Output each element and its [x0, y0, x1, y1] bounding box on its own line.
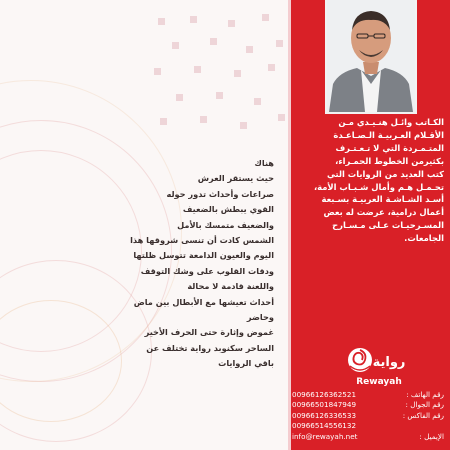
- blurb-line: وحاضر: [246, 312, 274, 323]
- blurb-line: القوي يبطش بالضعيف: [182, 204, 274, 215]
- bio-line: الجامعات.: [404, 233, 444, 244]
- phone-value: 00966126362521: [292, 390, 357, 399]
- contact-row: [292, 411, 444, 421]
- email-label: الإيميل :: [419, 431, 444, 441]
- contact-row: [292, 400, 444, 410]
- blurb-line: هناك: [254, 158, 274, 168]
- blurb-line: ودقات القلوب على وشك التوقف: [140, 265, 274, 276]
- bio-line: الأقـلام العـربيـة الـصـاعـدة: [333, 129, 444, 140]
- book-blurb: [90, 156, 274, 372]
- blurb-line: باقي الروايات: [218, 358, 274, 369]
- bio-line: بكثيرمن الخطوط الحمـراء،: [335, 155, 444, 166]
- author-photo: [327, 0, 415, 112]
- extra-number-value: 00966514556132: [292, 421, 357, 431]
- bio-line: المتـمـردة التي لا تـعـتـرف: [335, 142, 444, 153]
- bio-line: الكـاتب وائـل هنـيـدي مـن: [338, 117, 444, 127]
- phone-label: رقم الهاتف :: [406, 390, 444, 399]
- fax-label: رقم الفاكس :: [402, 410, 444, 420]
- author-bio: [292, 116, 444, 245]
- mobile-value: 00966501847949: [292, 400, 357, 410]
- fax-value: 00966126336533: [292, 410, 357, 420]
- bio-line: أعمال درامية، عرضت له بعض: [323, 207, 444, 218]
- blurb-line: الشمس كادت أن تنسى شروقها هذا: [130, 235, 274, 246]
- contact-row: [292, 432, 444, 442]
- contact-row: [292, 421, 444, 431]
- contact-info: [292, 390, 444, 442]
- blurb-line: والضعيف متمسك بالأمل: [177, 219, 274, 230]
- rose-icon: [348, 348, 372, 372]
- logo-arabic-text: رواية: [372, 355, 406, 370]
- email-value: info@rewayah.net: [292, 431, 358, 441]
- blurb-line: صراعات وأحداث تدور حوله: [166, 188, 274, 199]
- blurb-line: واللعنة قادمة لا محالة: [187, 281, 274, 292]
- blurb-line: اليوم والعيون الدامعة تتوسل ظلتها: [133, 250, 274, 261]
- decor-dot-pattern: [150, 12, 288, 132]
- bio-line: المسـرحيـات عـلى مـسـارح: [332, 220, 444, 231]
- logo-latin-text: Rewayah: [356, 377, 402, 387]
- bio-line: كتب العديد من الروايات التي: [326, 168, 444, 179]
- bio-line: أسـد الشـاشـة العربيـة بسـبعة: [321, 194, 444, 205]
- publisher-logo: [345, 342, 409, 390]
- blurb-line: حيث يستقر العرش: [197, 173, 274, 184]
- mobile-label: رقم الجوال :: [405, 400, 444, 410]
- bio-line: تحـمـل هـم وأمال شـبـاب الأمة،: [313, 181, 444, 192]
- contact-row: [292, 390, 444, 400]
- blurb-line: أحداث تعيشها مع الأبطال بين ماض: [133, 296, 274, 307]
- blurb-line: غموض وإثارة حتى الحرف الأخير: [144, 327, 274, 338]
- blurb-line: الساحر سكنوبد رواية تختلف عن: [146, 342, 274, 353]
